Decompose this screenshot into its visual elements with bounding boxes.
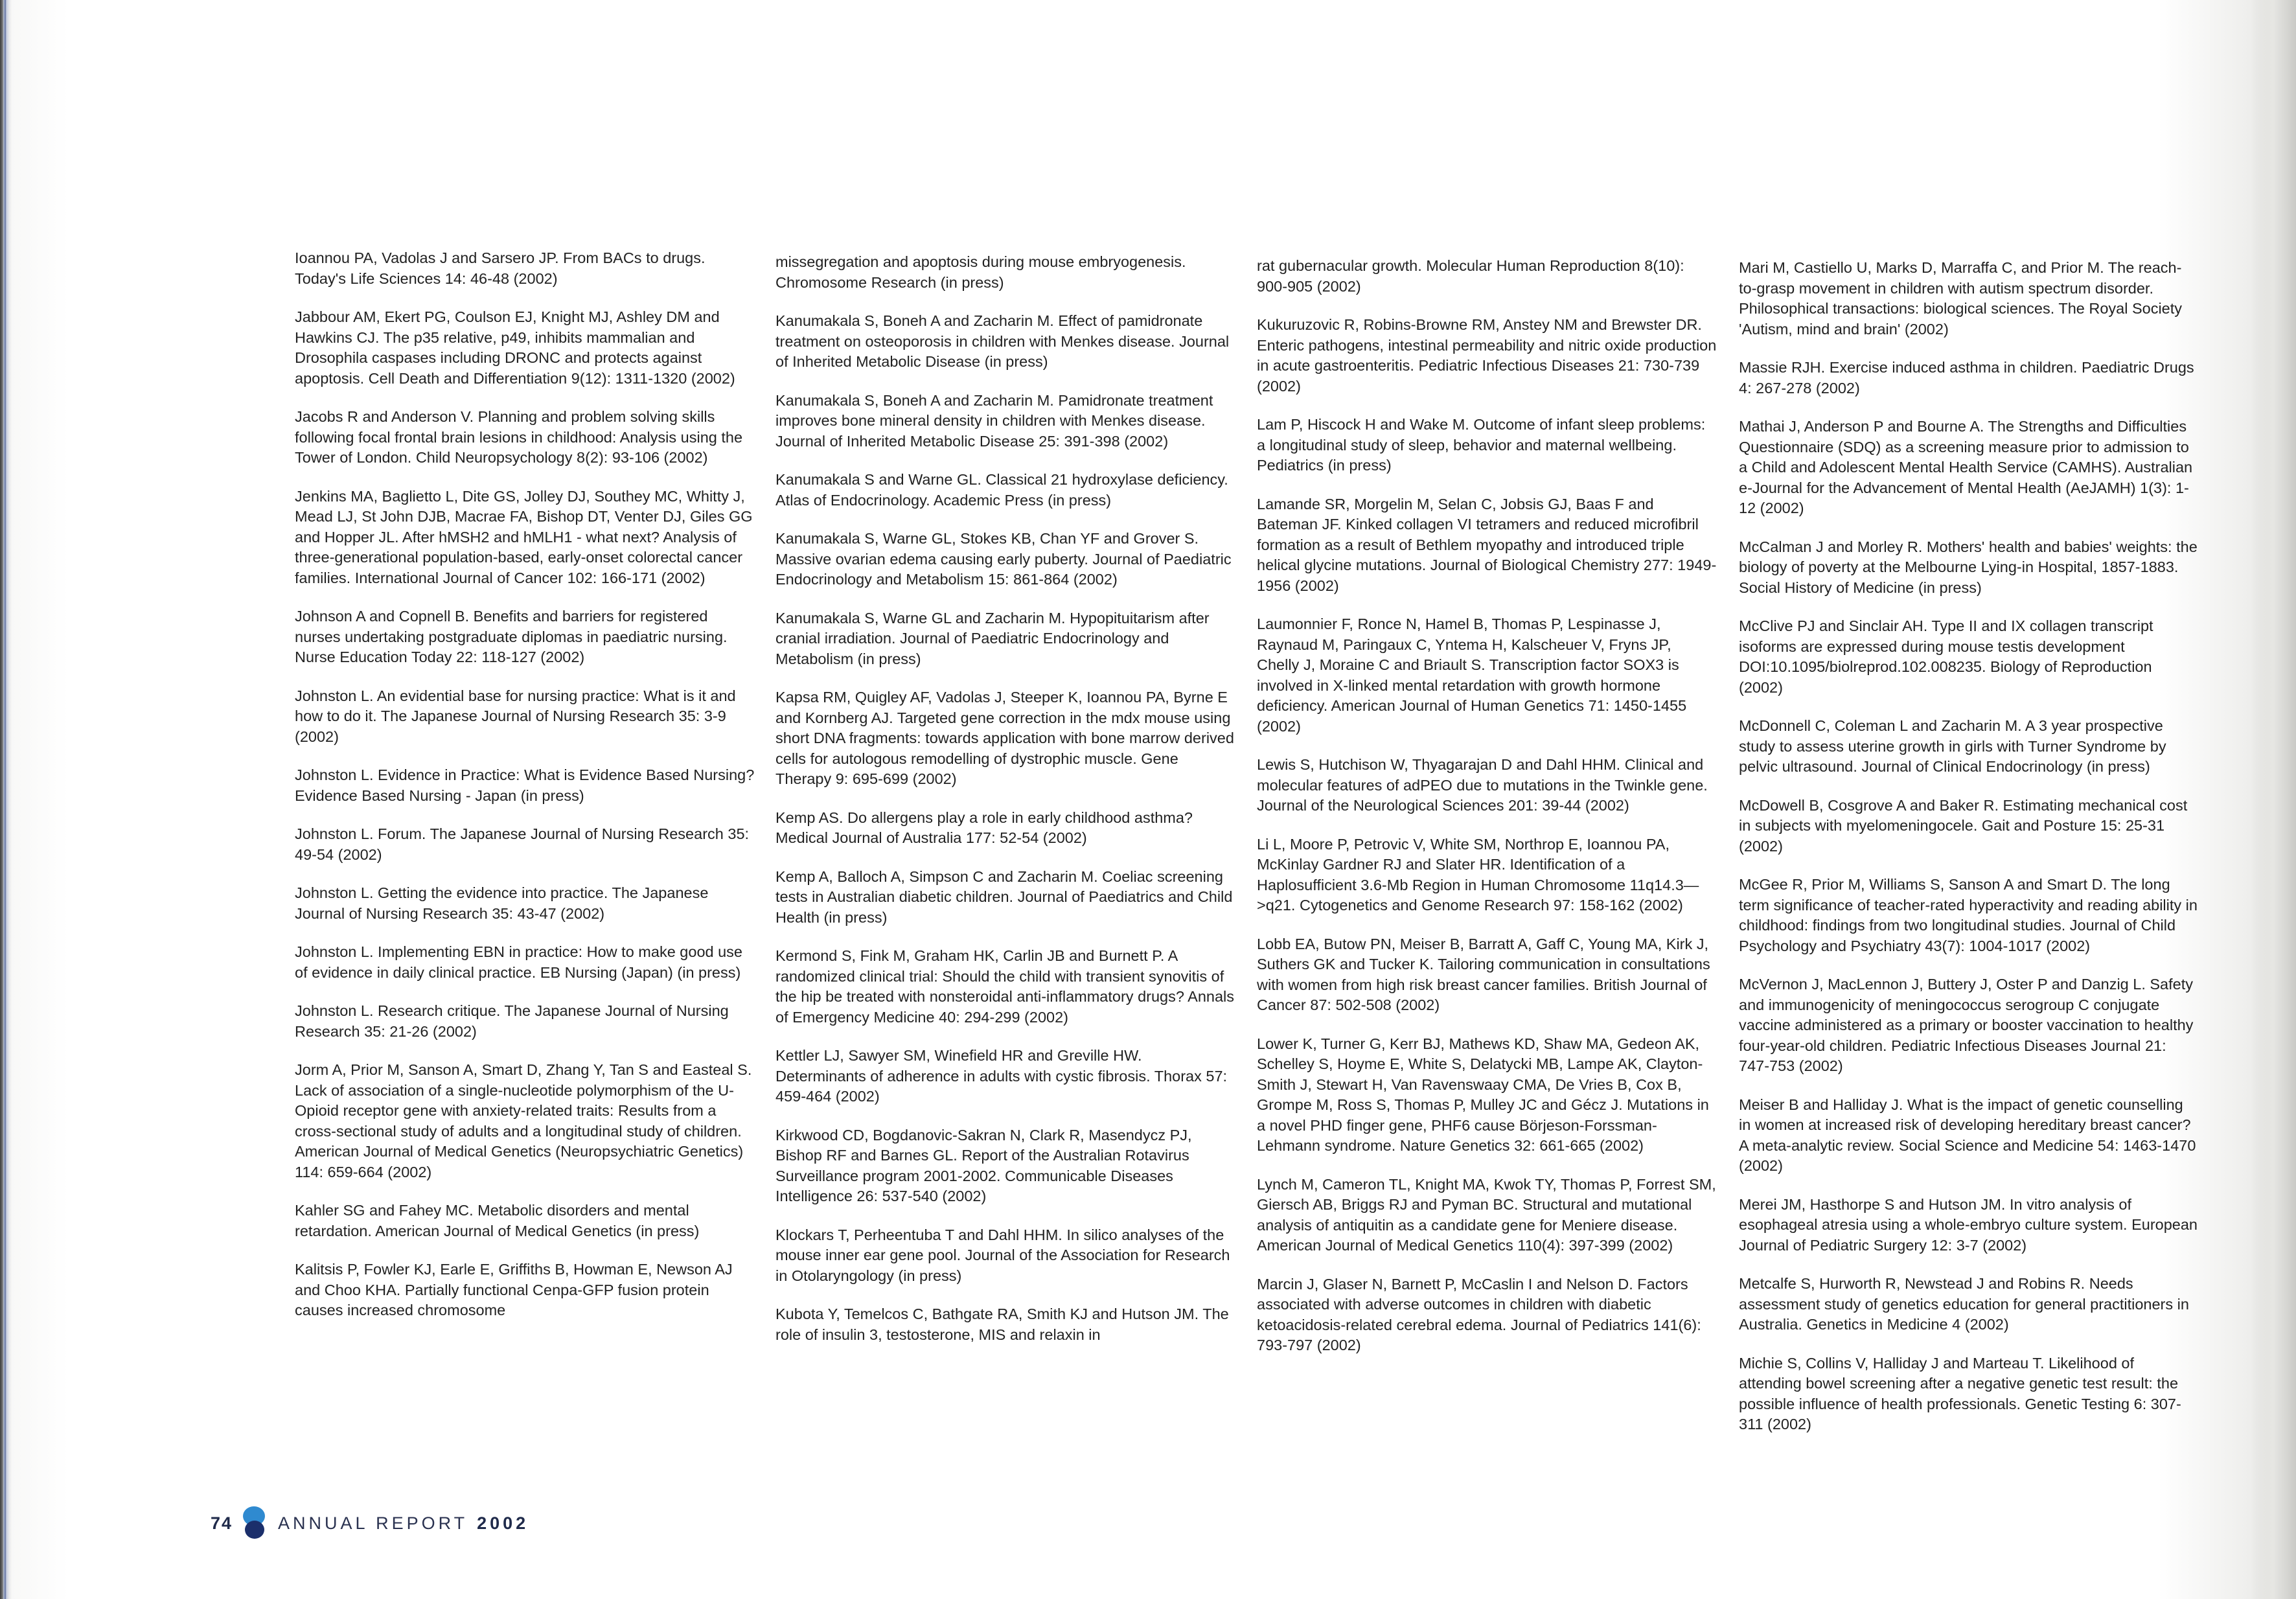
reference-entry: Johnston L. Implementing EBN in practice: How to make good use of evidence in daily clinical practice. EB Nursing (Japan) (in press) bbox=[295, 943, 743, 981]
reference-entry: Kemp A, Balloch A, Simpson C and Zacharin M. Coeliac screening tests in Australian diabetic children. Journal of Paediatrics and Child Health (in press) bbox=[775, 868, 1233, 926]
reference-entry: Jabbour AM, Ekert PG, Coulson EJ, Knight MJ, Ashley DM and Hawkins CJ. The p35 relative, p49, inhibits mammalian and Drosophila caspases including DRONC and protects against apoptosis. Cell Death and Differentiation 9(12): 1311-1320 (2002) bbox=[295, 308, 735, 387]
reference-entry: McDonnell C, Coleman L and Zacharin M. A 3 year prospective study to assess uterine growth in girls with Turner Syndrome by pelvic ultrasound. Journal of Clinical Endocrinology (in press) bbox=[1739, 717, 2166, 775]
reference-entry: Lower K, Turner G, Kerr BJ, Mathews KD, Shaw MA, Gedeon AK, Schelley S, Hoyme E, White S, Delatycki MB, Lampe AK, Clayton-Smith J, Stewart H, Van Ravenswaay CMA, De Vries B, Cox B, Grompe M, Ross S, Thomas P, Mulley JC and Gécz J. Mutations in a novel PHD finger gene, PHF6 cause Börjeson-Forssman-Lehmann syndrome. Nature Genetics 32: 661-665 (2002) bbox=[1257, 1035, 1709, 1154]
reference-entry: Jorm A, Prior M, Sanson A, Smart D, Zhang Y, Tan S and Easteal S. Lack of association of a single-nucleotide polymorphism of the U-Opioid receptor gene with anxiety-related traits: Results from a cross-sectional study of adults and a longitudinal study of children. American Journal of Medical Genetics (Neuropsychiatric Genetics) 114: 659-664 (2002) bbox=[295, 1061, 752, 1180]
reference-entry: Lobb EA, Butow PN, Meiser B, Barratt A, Gaff C, Young MA, Kirk J, Suthers GK and Tucker K. Tailoring communication in consultations with women from high risk breast cancer families. British Journal of Cancer 87: 502-508 (2002) bbox=[1257, 935, 1710, 1013]
reference-entry: Johnston L. Research critique. The Japanese Journal of Nursing Research 35: 21-26 (2002) bbox=[295, 1002, 729, 1040]
reference-entry: Kermond S, Fink M, Graham HK, Carlin JB and Burnett P. A randomized clinical trial: Should the child with transient synovitis of the hip be treated with nonsteroidal anti-inflammatory drugs? Annals of Emergency Medicine 40: 294-299 (2002) bbox=[775, 947, 1235, 1026]
reference-entry: Kanumakala S, Warne GL and Zacharin M. Hypopituitarism after cranial irradiation. Journal of Paediatric Endocrinology and Metabolism (in press) bbox=[775, 609, 1210, 667]
page-footer bbox=[211, 1506, 529, 1540]
page-number: 74 bbox=[211, 1513, 233, 1533]
reference-entry: Klockars T, Perheentuba T and Dahl HHM. In silico analyses of the mouse inner ear gene pool. Journal of the Association for Research in Otolaryngology (in press) bbox=[775, 1226, 1230, 1284]
reference-column-3 bbox=[1257, 256, 1717, 1374]
logo-bottom-dot bbox=[245, 1521, 264, 1539]
reference-entry: Kettler LJ, Sawyer SM, Winefield HR and Greville HW. Determinants of adherence in adults with cystic fibrosis. Thorax 57: 459-464 (2002) bbox=[775, 1047, 1228, 1105]
reference-entry: McClive PJ and Sinclair AH. Type II and IX collagen transcript isoforms are expressed during mouse testis development DOI:10.1095/biolreprod.102.008235. Biology of Reproduction (2002) bbox=[1739, 617, 2153, 696]
reference-entry: McDowell B, Cosgrove A and Baker R. Estimating mechanical cost in subjects with myelomeningocele. Gait and Posture 15: 25-31 (2002) bbox=[1739, 796, 2188, 855]
reference-entry: Laumonnier F, Ronce N, Hamel B, Thomas P, Lespinasse J, Raynaud M, Paringaux C, Yntema H, Kalscheuer V, Fryns JP, Chelly J, Moraine C and Briault S. Transcription factor SOX3 is involved in X-linked mental retardation with growth hormone deficiency. American Journal of Human Genetics 71: 1450-1455 (2002) bbox=[1257, 615, 1687, 735]
reference-entry: Jacobs R and Anderson V. Planning and problem solving skills following focal frontal brain lesions in childhood: Analysis using the Tower of London. Child Neuropsychology 8(2): 93-106 (2002) bbox=[295, 408, 743, 466]
report-year: 2002 bbox=[477, 1513, 529, 1533]
annual-report-logo-icon bbox=[242, 1506, 268, 1540]
reference-entry: Marcin J, Glaser N, Barnett P, McCaslin I and Nelson D. Factors associated with adverse outcomes in children with diabetic ketoacidosis-related cerebral edema. Journal of Pediatrics 141(6): 793-797 (2002) bbox=[1257, 1275, 1701, 1353]
reference-entry: Lamande SR, Morgelin M, Selan C, Jobsis GJ, Baas F and Bateman JF. Kinked collagen VI tetramers and reduced microfibril formation as a result of Bethlem myopathy and introduced triple helical glycine mutations. Journal of Biological Chemistry 277: 1949-1956 (2002) bbox=[1257, 495, 1717, 594]
reference-entry: Johnston L. Forum. The Japanese Journal of Nursing Research 35: 49-54 (2002) bbox=[295, 825, 750, 863]
reference-entry: Kubota Y, Temelcos C, Bathgate RA, Smith KJ and Hutson JM. The role of insulin 3, testosterone, MIS and relaxin in bbox=[775, 1306, 1229, 1343]
reference-entry: Ioannou PA, Vadolas J and Sarsero JP. From BACs to drugs. Today's Life Sciences 14: 46-48 (2002) bbox=[295, 249, 706, 287]
reference-entry: Johnston L. An evidential base for nursing practice: What is it and how to do it. The Japanese Journal of Nursing Research 35: 3-9 (2002) bbox=[295, 687, 736, 745]
reference-entry: missegregation and apoptosis during mouse embryogenesis. Chromosome Research (in press) bbox=[775, 253, 1186, 291]
reference-entry: Metcalfe S, Hurworth R, Newstead J and Robins R. Needs assessment study of genetics education for general practitioners in Australia. Genetics in Medicine 4 (2002) bbox=[1739, 1275, 2189, 1333]
report-label: ANNUAL REPORT bbox=[278, 1513, 468, 1533]
reference-entry: rat gubernacular growth. Molecular Human Reproduction 8(10): 900-905 (2002) bbox=[1257, 257, 1684, 295]
reference-entry: Johnson A and Copnell B. Benefits and barriers for registered nurses undertaking postgraduate diplomas in paediatric nursing. Nurse Education Today 22: 118-127 (2002) bbox=[295, 608, 728, 665]
reference-entry: Kalitsis P, Fowler KJ, Earle E, Griffiths B, Howman E, Newson AJ and Choo KHA. Partially functional Cenpa-GFP fusion protein causes increased chromosome bbox=[295, 1261, 733, 1318]
reference-entry: Kanumakala S, Warne GL, Stokes KB, Chan YF and Grover S. Massive ovarian edema causing early puberty. Journal of Paediatric Endocrinology and Metabolism 15: 861-864 (2002) bbox=[775, 530, 1232, 588]
reference-entry: Jenkins MA, Baglietto L, Dite GS, Jolley DJ, Southey MC, Whitty J, Mead LJ, St John DJB, Macrae FA, Bishop DT, Venter DJ, Giles GG and Hopper JL. After hMSH2 and hMLH1 - what next? Analysis of three-generational population-based, early-onset colorectal cancer families. International Journal of Cancer 102: 166-171 (2002) bbox=[295, 487, 753, 586]
reference-entry: Kemp AS. Do allergens play a role in early childhood asthma? Medical Journal of Australia 177: 52-54 (2002) bbox=[775, 809, 1193, 846]
reference-entry: Kanumakala S, Boneh A and Zacharin M. Pamidronate treatment improves bone mineral density in children with Menkes disease. Journal of Inherited Metabolic Disease 25: 391-398 (2002) bbox=[775, 391, 1213, 450]
reference-entry: Kanumakala S and Warne GL. Classical 21 hydroxylase deficiency. Atlas of Endocrinology. Academic Press (in press) bbox=[775, 471, 1228, 509]
reference-entry: Michie S, Collins V, Halliday J and Marteau T. Likelihood of attending bowel screening after a negative genetic test result: the possible influence of health professionals. Genetic Testing 6: 307-311 (2002) bbox=[1739, 1354, 2181, 1432]
reference-entry: Mari M, Castiello U, Marks D, Marraffa C, and Prior M. The reach-to-grasp movement in children with autism spectrum disorder. Philosophical transactions: biological sciences. The Royal Society 'Autism, mind and brain' (2002) bbox=[1739, 259, 2183, 338]
reference-entry: Mathai J, Anderson P and Bourne A. The Strengths and Difficulties Questionnaire (SDQ) as a screening measure prior to admission to a Child and Adolescent Mental Health Service (CAMHS). Australian e-Journal for the Advancement of Mental Health (AeJAMH) 1(3): 1-12 (2002) bbox=[1739, 418, 2193, 516]
reference-entry: Lam P, Hiscock H and Wake M. Outcome of infant sleep problems: a longitudinal study of sleep, behavior and maternal wellbeing. Pediatrics (in press) bbox=[1257, 416, 1706, 474]
reference-entry: Kirkwood CD, Bogdanovic-Sakran N, Clark R, Masendycz PJ, Bishop RF and Barnes GL. Report of the Australian Rotavirus Surveillance program 2001-2002. Communicable Diseases Intelligence 26: 537-540 (2002) bbox=[775, 1126, 1192, 1204]
reference-column-2 bbox=[775, 252, 1235, 1363]
reference-entry: Johnston L. Evidence in Practice: What is Evidence Based Nursing? Evidence Based Nursing - Japan (in press) bbox=[295, 766, 755, 804]
reference-column-4 bbox=[1739, 258, 2199, 1453]
reference-entry: Meiser B and Halliday J. What is the impact of genetic counselling in women at increased risk of developing hereditary breast cancer? A meta-analytic review. Social Science and Medicine 54: 1463-1470 (2002) bbox=[1739, 1096, 2196, 1174]
reference-column-1 bbox=[295, 248, 755, 1339]
reference-entry: Kukuruzovic R, Robins-Browne RM, Anstey NM and Brewster DR. Enteric pathogens, intestinal permeability and nitric oxide production in acute gastroenteritis. Pediatric Infectious Diseases 21: 730-739 (2002) bbox=[1257, 316, 1717, 395]
reference-entry: Kapsa RM, Quigley AF, Vadolas J, Steeper K, Ioannou PA, Byrne E and Kornberg AJ. Targeted gene correction in the mdx mouse using short DNA fragments: towards application with bone marrow derived cells for autologous remodelling of dystrophic muscle. Gene Therapy 9: 695-699 (2002) bbox=[775, 689, 1234, 787]
reference-entry: Merei JM, Hasthorpe S and Hutson JM. In vitro analysis of esophageal atresia using a whole-embryo culture system. European Journal of Pediatric Surgery 12: 3-7 (2002) bbox=[1739, 1195, 2198, 1254]
reference-entry: McCalman J and Morley R. Mothers' health and babies' weights: the biology of poverty at the Melbourne Lying-in Hospital, 1857-1883. Social History of Medicine (in press) bbox=[1739, 538, 2198, 596]
reference-entry: Johnston L. Getting the evidence into practice. The Japanese Journal of Nursing Research 35: 43-47 (2002) bbox=[295, 884, 709, 922]
reference-entry: Massie RJH. Exercise induced asthma in children. Paediatric Drugs 4: 267-278 (2002) bbox=[1739, 359, 2194, 397]
reference-entry: McVernon J, MacLennon J, Buttery J, Oster P and Danzig L. Safety and immunogenicity of meningococcus serogroup C conjugate vaccine administered as a primary or booster vaccination to healthy four-year-old children. Pediatric Infectious Diseases Journal 21: 747-753 (2002) bbox=[1739, 976, 2194, 1074]
reference-entry: Kahler SG and Fahey MC. Metabolic disorders and mental retardation. American Journal of Medical Genetics (in press) bbox=[295, 1202, 700, 1239]
reference-entry: Li L, Moore P, Petrovic V, White SM, Northrop E, Ioannou PA, McKinlay Gardner RJ and Slater HR. Identification of a Haplosufficient 3.6-Mb Region in Human Chromosome 11q14.3—>q21. Cytogenetics and Genome Research 97: 158-162 (2002) bbox=[1257, 835, 1699, 914]
reference-entry: Kanumakala S, Boneh A and Zacharin M. Effect of pamidronate treatment on osteoporosis in children with Menkes disease. Journal of Inherited Metabolic Disease (in press) bbox=[775, 312, 1230, 370]
reference-entry: Lewis S, Hutchison W, Thyagarajan D and Dahl HHM. Clinical and molecular features of adPEO due to mutations in the Twinkle gene. Journal of the Neurological Sciences 201: 39-44 (2002) bbox=[1257, 756, 1708, 814]
page-gutter-shadow bbox=[2251, 0, 2296, 1599]
page-binding-edge bbox=[0, 0, 12, 1599]
reference-entry: Lynch M, Cameron TL, Knight MA, Kwok TY, Thomas P, Forrest SM, Giersch AB, Briggs RJ and Pyman BC. Structural and mutational analysis of antiquitin as a candidate gene for Meniere disease. American Journal of Medical Genetics 110(4): 397-399 (2002) bbox=[1257, 1175, 1716, 1254]
reference-entry: McGee R, Prior M, Williams S, Sanson A and Smart D. The long term significance of teacher-rated hyperactivity and reading ability in childhood: findings from two longitudinal studies. Journal of Child Psychology and Psychiatry 43(7): 1004-1017 (2002) bbox=[1739, 876, 2198, 954]
